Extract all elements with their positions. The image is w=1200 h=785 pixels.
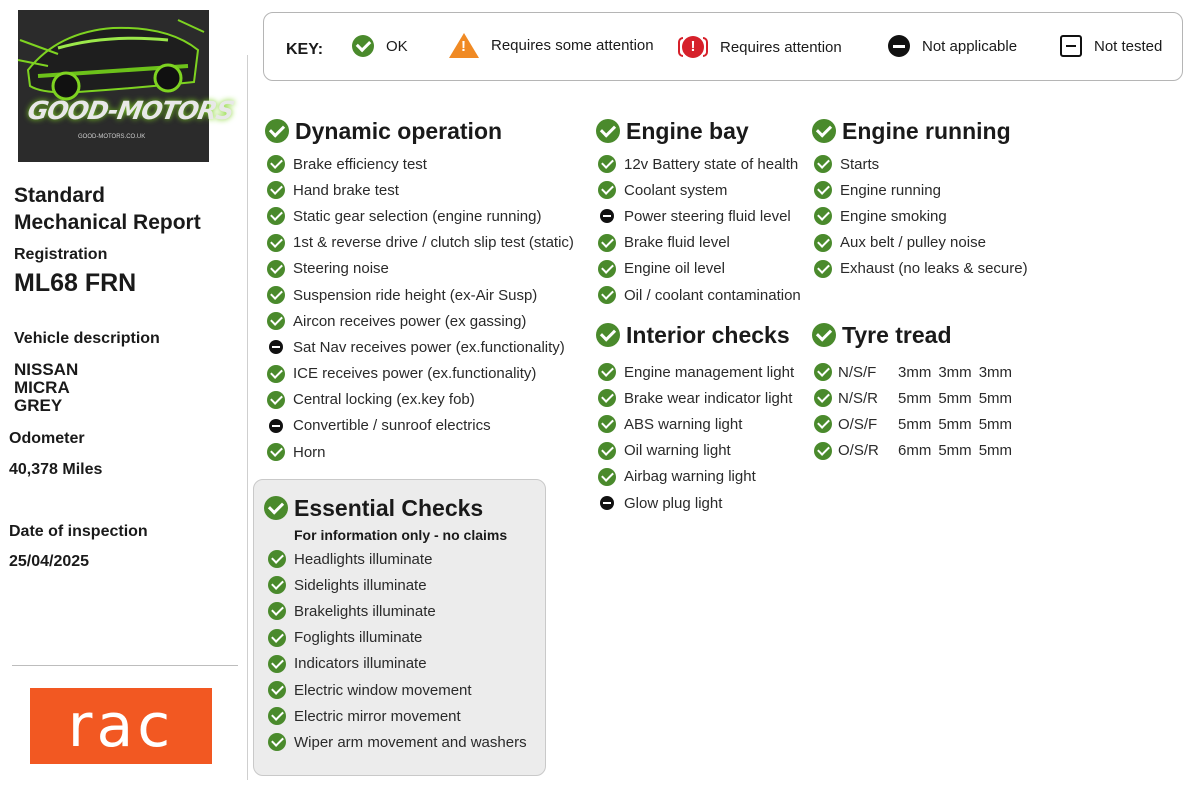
check-item (266, 598, 545, 624)
check-item (812, 151, 1028, 177)
check-item-label: Brakelights illuminate (294, 602, 436, 620)
ok-icon (598, 363, 616, 381)
key-item-not-applicable (888, 35, 1017, 57)
ok-icon (814, 415, 832, 433)
not-applicable-icon (888, 35, 910, 57)
key-item-ok (352, 35, 408, 57)
check-item-label: Sidelights illuminate (294, 576, 427, 594)
report-title-line2: Mechanical Report (14, 211, 201, 234)
check-item (265, 177, 574, 203)
ok-icon (812, 119, 836, 143)
check-item-label: Hand brake test (293, 181, 399, 199)
check-item (812, 256, 1028, 282)
essential-checks-section (253, 479, 546, 776)
ok-icon (814, 234, 832, 252)
ok-icon (268, 681, 286, 699)
check-list (596, 359, 794, 516)
check-item-label: Sat Nav receives power (ex.functionality) (293, 338, 565, 356)
check-item (812, 177, 1028, 203)
vehicle-description-label: Vehicle description (14, 330, 160, 347)
check-item-label: Electric mirror movement (294, 707, 461, 725)
ok-icon (268, 550, 286, 568)
check-item-label: Wiper arm movement and washers (294, 733, 527, 751)
check-item-label: Suspension ride height (ex-Air Susp) (293, 286, 538, 304)
vehicle-description (14, 361, 78, 415)
tyre-depth: 5mm (978, 415, 1013, 433)
report-title (14, 182, 201, 236)
inspection-date-label: Date of inspection (9, 523, 148, 540)
section-subtitle: For information only - no claims (294, 527, 508, 543)
ok-icon (814, 207, 832, 225)
section-header (812, 320, 1019, 350)
ok-icon (598, 155, 616, 173)
ok-icon (265, 119, 289, 143)
check-item (596, 230, 801, 256)
ok-icon (267, 443, 285, 461)
check-item-label: Horn (293, 443, 326, 461)
check-item (596, 411, 794, 437)
check-item-label: Engine management light (624, 363, 795, 381)
warning-icon (449, 33, 479, 58)
tyre-row (812, 359, 1019, 385)
check-item (266, 677, 545, 703)
check-list (596, 151, 801, 308)
check-item-label: Oil / coolant contamination (624, 286, 801, 304)
section-header (265, 116, 574, 146)
section-header (596, 320, 794, 350)
logo-tagline: GOOD-MOTORS.CO.UK (78, 134, 146, 140)
check-item-label: ABS warning light (624, 415, 743, 433)
check-item-label: Electric window movement (294, 681, 472, 699)
check-item-label: Indicators illuminate (294, 655, 427, 673)
tyre-depth: 3mm (978, 363, 1013, 381)
section-title: Interior checks (626, 321, 790, 348)
vertical-divider (247, 55, 248, 780)
check-item-label: Engine smoking (840, 207, 947, 225)
registration-label: Registration (14, 246, 108, 263)
section-title: Essential Checks (294, 494, 484, 521)
key-label-ok: OK (386, 37, 408, 55)
check-item-label: Aircon receives power (ex gassing) (293, 312, 527, 330)
section-header (812, 116, 1028, 146)
tyre-depth: 5mm (938, 389, 972, 407)
ok-icon (598, 389, 616, 407)
attention-icon: ! (678, 35, 708, 59)
logo-brand-text: GOOD-MOTORS (25, 96, 236, 125)
tyre-tread-section (812, 320, 1019, 464)
engine-bay-section (596, 116, 801, 308)
check-item (596, 282, 801, 308)
check-item (265, 387, 574, 413)
key-label-some-attention: Requires some attention (491, 37, 654, 54)
rac-logo-text: rac (67, 691, 175, 761)
tyre-position: N/S/F (838, 363, 877, 381)
ok-icon (814, 181, 832, 199)
check-item-label: Oil warning light (624, 442, 731, 460)
key-label-not-applicable: Not applicable (922, 37, 1018, 55)
check-list (266, 546, 545, 756)
ok-icon (814, 155, 832, 173)
dynamic-operation-section (265, 116, 574, 465)
rac-logo (30, 688, 212, 764)
check-item (265, 230, 574, 256)
not-applicable-icon (269, 419, 283, 433)
ok-icon (267, 391, 285, 409)
tyre-position: O/S/F (838, 415, 878, 433)
section-title: Dynamic operation (295, 117, 503, 144)
ok-icon (268, 707, 286, 725)
ok-icon (267, 312, 285, 330)
key-label-attention: Requires attention (720, 38, 842, 56)
check-item (812, 230, 1028, 256)
check-item (266, 651, 545, 677)
check-item (265, 282, 574, 308)
tyre-depth: 5mm (938, 442, 972, 460)
check-item-label: Central locking (ex.key fob) (293, 391, 475, 409)
check-item-label: Brake wear indicator light (624, 389, 793, 407)
check-item (265, 334, 574, 360)
ok-icon (596, 119, 620, 143)
check-item (596, 438, 794, 464)
not-applicable-icon (600, 496, 614, 510)
check-item-label: Static gear selection (engine running) (293, 207, 542, 225)
check-item (266, 546, 545, 572)
check-item (596, 151, 801, 177)
section-title: Tyre tread (842, 321, 952, 348)
check-item-label: Headlights illuminate (294, 550, 433, 568)
ok-icon (814, 389, 832, 407)
ok-icon (267, 181, 285, 199)
ok-icon (814, 363, 832, 381)
ok-icon (264, 496, 288, 520)
check-item-label: Brake efficiency test (293, 155, 427, 173)
check-item (265, 439, 574, 465)
section-title: Engine bay (626, 117, 749, 144)
check-item-label: Engine oil level (624, 260, 725, 278)
key-title: KEY: (286, 41, 324, 58)
check-item (266, 729, 545, 755)
good-motors-logo (18, 10, 236, 162)
ok-icon (268, 629, 286, 647)
tyre-depth: 6mm (898, 442, 932, 460)
check-item-label: Convertible / sunroof electrics (293, 417, 491, 435)
check-item (265, 361, 574, 387)
check-item-label: Foglights illuminate (294, 629, 423, 647)
check-item (596, 256, 801, 282)
check-item (596, 464, 794, 490)
ok-icon (596, 323, 620, 347)
tyre-row (812, 411, 1019, 437)
tyre-row (812, 385, 1019, 411)
ok-icon (267, 234, 285, 252)
check-item-label: Exhaust (no leaks & secure) (840, 260, 1028, 278)
ok-icon (812, 323, 836, 347)
check-item (596, 385, 794, 411)
ok-icon (268, 602, 286, 620)
tyre-depth: 5mm (978, 442, 1013, 460)
inspection-date-value: 25/04/2025 (9, 553, 90, 570)
check-item (596, 203, 801, 229)
ok-icon (598, 260, 616, 278)
key-item-attention (678, 35, 842, 59)
ok-icon (268, 733, 286, 751)
ok-icon (814, 260, 832, 278)
check-item-label: Brake fluid level (624, 234, 730, 252)
key-item-not-tested (1060, 35, 1162, 57)
check-item (266, 572, 545, 598)
registration-value: ML68 FRN (14, 269, 137, 297)
tyre-depth: 5mm (898, 389, 932, 407)
check-list (265, 151, 574, 465)
check-list (812, 151, 1028, 282)
tyre-row (812, 438, 1019, 464)
ok-icon (268, 655, 286, 673)
check-item-label: ICE receives power (ex.functionality) (293, 365, 537, 383)
check-item-label: Glow plug light (624, 494, 723, 512)
check-item (266, 703, 545, 729)
ok-icon (598, 234, 616, 252)
check-item-label: Starts (840, 155, 880, 173)
check-item (596, 177, 801, 203)
odometer-value: 40,378 Miles (9, 461, 103, 478)
check-item-label: Coolant system (624, 181, 728, 199)
ok-icon (814, 442, 832, 460)
tyre-position: O/S/R (838, 442, 879, 460)
ok-icon (598, 468, 616, 486)
tyre-depth: 3mm (938, 363, 972, 381)
check-item (596, 359, 794, 385)
ok-icon (598, 286, 616, 304)
not-applicable-icon (600, 209, 614, 223)
check-item-label: Aux belt / pulley noise (840, 234, 986, 252)
ok-icon (598, 415, 616, 433)
check-item-label: Engine running (840, 181, 941, 199)
tyre-list (812, 359, 1019, 464)
vehicle-make: NISSAN (14, 360, 79, 379)
check-item-label: Steering noise (293, 260, 389, 278)
sidebar-divider (12, 665, 238, 666)
status-key (263, 12, 1183, 81)
engine-running-section (812, 116, 1028, 282)
interior-checks-section (596, 320, 794, 516)
vehicle-model: MICRA (14, 378, 70, 397)
ok-icon (267, 286, 285, 304)
not-applicable-icon (269, 340, 283, 354)
check-item (266, 625, 545, 651)
ok-icon (268, 576, 286, 594)
key-item-some-attention (449, 33, 654, 58)
section-title: Engine running (842, 117, 1011, 144)
report-title-line1: Standard (14, 184, 106, 207)
section-header (596, 116, 801, 146)
ok-icon (267, 260, 285, 278)
tyre-depth: 5mm (938, 415, 972, 433)
ok-icon (267, 365, 285, 383)
vehicle-colour: GREY (14, 396, 63, 415)
tyre-depth: 5mm (898, 415, 932, 433)
ok-icon (267, 207, 285, 225)
ok-icon (267, 155, 285, 173)
not-tested-icon (1060, 35, 1082, 57)
key-label-not-tested: Not tested (1094, 37, 1163, 55)
check-item (265, 256, 574, 282)
check-item-label: 12v Battery state of health (624, 155, 799, 173)
section-header (264, 493, 545, 523)
tyre-depth: 3mm (898, 363, 932, 381)
check-item (265, 308, 574, 334)
check-item-label: 1st & reverse drive / clutch slip test (static) (293, 234, 574, 252)
ok-icon (352, 35, 374, 57)
ok-icon (598, 442, 616, 460)
check-item (812, 203, 1028, 229)
check-item (265, 413, 574, 439)
tyre-depth: 5mm (978, 389, 1013, 407)
check-item-label: Airbag warning light (624, 468, 756, 486)
check-item (265, 203, 574, 229)
check-item (265, 151, 574, 177)
ok-icon (598, 181, 616, 199)
tyre-position: N/S/R (838, 389, 879, 407)
odometer-label: Odometer (9, 430, 85, 447)
check-item (596, 490, 794, 516)
check-item-label: Power steering fluid level (624, 207, 791, 225)
